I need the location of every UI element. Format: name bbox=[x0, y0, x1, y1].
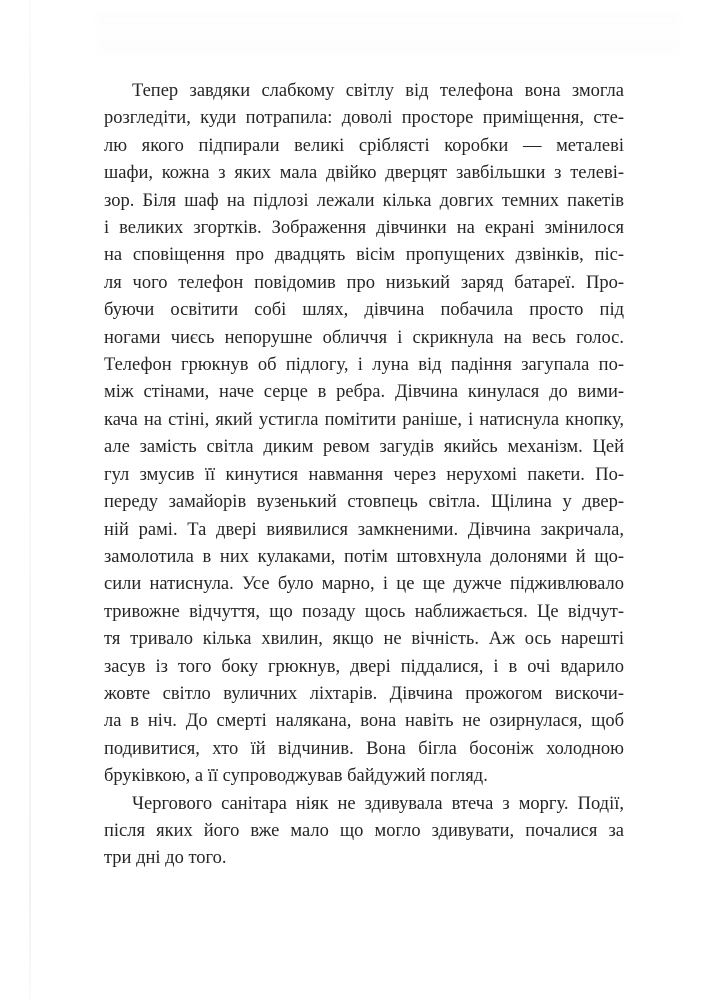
text-line: після яких його вже мало що могло здивувати, почалися за bbox=[104, 820, 624, 841]
text-line: три дні до того. bbox=[104, 848, 227, 869]
text-line: переду замайорів вузенький стовпець світла. Щілина у двер- bbox=[104, 492, 624, 513]
text-line: ла в ніч. До смерті налякана, вона навіть не озирнулася, щоб bbox=[104, 711, 624, 732]
text-line: ній рамі. Та двері виявилися замкненими. Дівчина закричала, bbox=[104, 519, 624, 540]
text-line: подивитися, хто їй відчинив. Вона бігла босоніж холодною bbox=[104, 738, 624, 759]
text-line: сили натиснула. Усе було марно, і це ще дужче підживлювало bbox=[104, 574, 624, 595]
text-line: розгледіти, куди потрапила: доволі просторе приміщення, сте- bbox=[104, 108, 624, 129]
paragraph bbox=[104, 791, 624, 873]
text-line: але замість світла диким ревом загудів якийсь механізм. Цей bbox=[104, 437, 624, 458]
text-line: між стінами, наче серце в ребра. Дівчина кинулася до вими- bbox=[104, 382, 624, 403]
bleedthrough-artifact bbox=[96, 14, 680, 66]
text-line: лю якого підпирали великі сріблясті коробки — металеві bbox=[104, 135, 624, 156]
text-line: ногами чиєсь непорушне обличчя і скрикнула на весь голос. bbox=[104, 327, 624, 348]
page-text bbox=[104, 78, 624, 873]
text-line: Тепер завдяки слабкому світлу від телефона вона змогла bbox=[132, 81, 624, 101]
text-line: кача на стіні, який устигла помітити раніше, і натиснула кнопку, bbox=[104, 409, 624, 430]
text-line: тривожне відчуття, що позаду щось наближається. Це відчут- bbox=[104, 601, 624, 622]
text-line: замолотила в них кулаками, потім штовхнула долонями й що- bbox=[104, 546, 624, 567]
text-line: зор. Біля шаф на підлозі лежали кілька довгих темних пакетів bbox=[104, 190, 624, 211]
text-line: шафи, кожна з яких мала двійко дверцят завбільшки з телеві- bbox=[104, 163, 624, 184]
text-line: Телефон грюкнув об підлогу, і луна від падіння загупала по- bbox=[104, 355, 624, 376]
text-line: тя тривало кілька хвилин, якщо не вічність. Аж ось нарешті bbox=[104, 629, 624, 650]
page-edge-shadow bbox=[29, 0, 31, 1000]
text-line: бруківкою, а її супроводжував байдужий погляд. bbox=[104, 766, 488, 787]
text-line: жовте світло вуличних ліхтарів. Дівчина прожогом вискочи- bbox=[104, 683, 624, 704]
text-line: Чергового санітара ніяк не здивувала втеча з моргу. Події, bbox=[132, 793, 624, 814]
text-line: і великих згортків. Зображення дівчинки на екрані змінилося bbox=[104, 218, 624, 239]
text-line: гул змусив її кинутися навмання через нерухомі пакети. По- bbox=[104, 464, 624, 485]
text-line: буючи освітити собі шлях, дівчина побачила просто під bbox=[104, 300, 624, 321]
text-line: засув із того боку грюкнув, двері піддалися, і в очі вдарило bbox=[104, 656, 624, 677]
text-line: ля чого телефон повідомив про низький заряд батареї. Про- bbox=[104, 272, 624, 293]
text-line: на сповіщення про двадцять вісім пропущених дзвінків, піс- bbox=[104, 245, 624, 266]
paragraph bbox=[104, 78, 624, 791]
